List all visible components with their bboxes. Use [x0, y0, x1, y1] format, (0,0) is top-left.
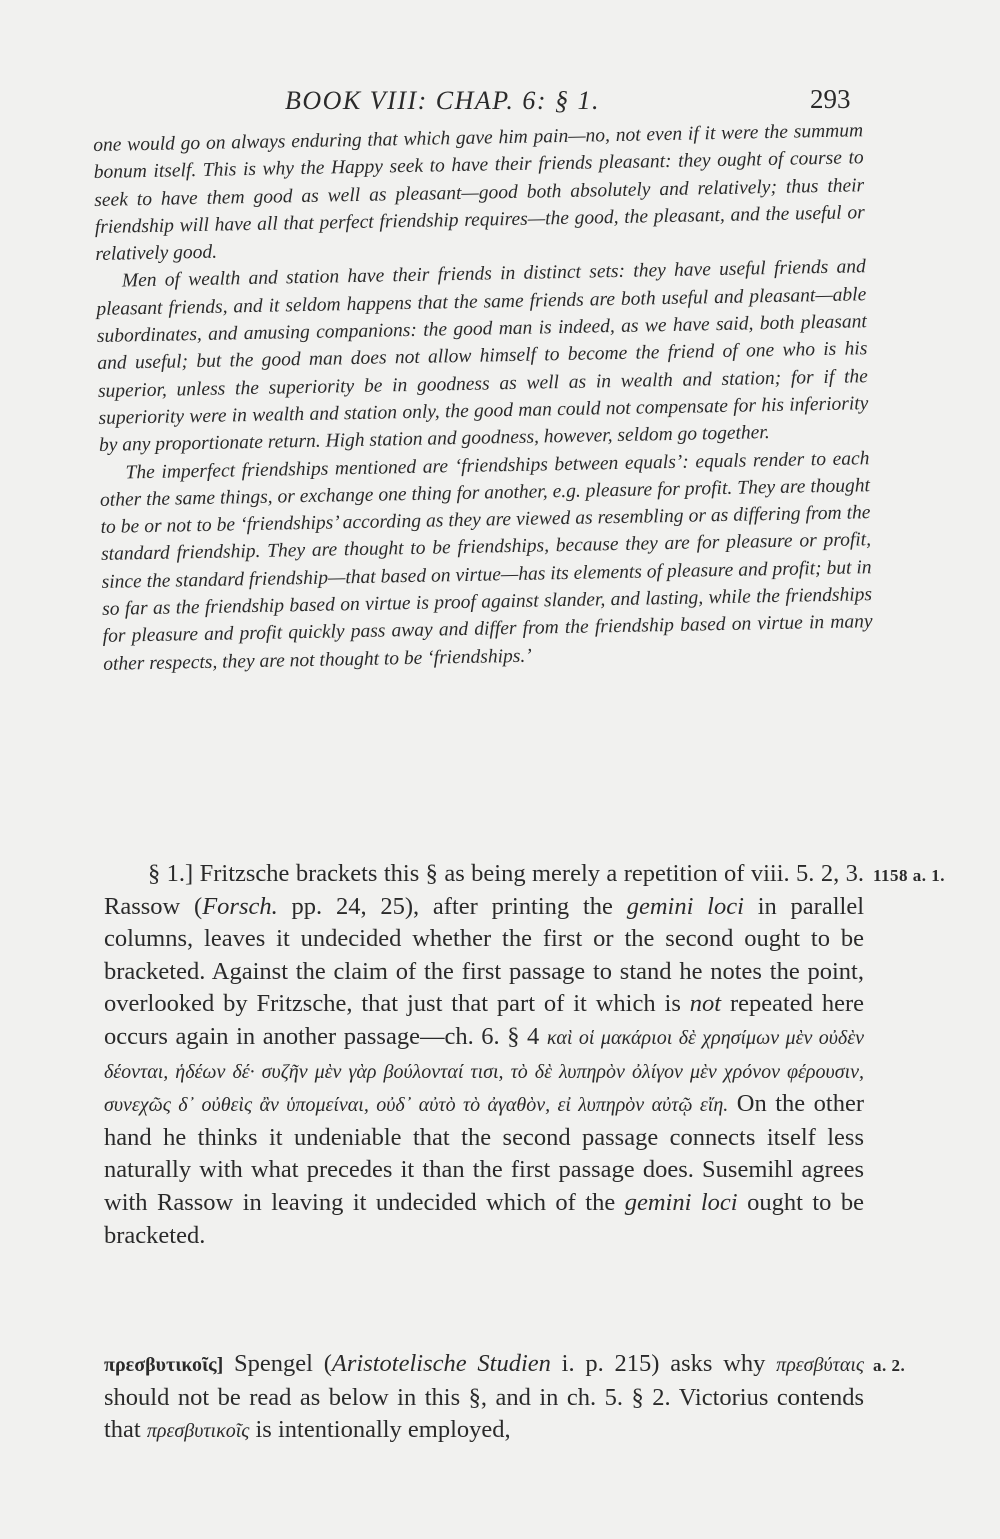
- margin-reference-a2: a. 2.: [873, 1356, 906, 1375]
- commentary-note-1: [104, 858, 864, 1252]
- note-text: should not be read as below in this §, and in ch. 5. § 2. Victorius contends that: [104, 1383, 864, 1444]
- translation-paragraph-3: The imperfect friendships mentioned are ‘friendships between equals’: equals render to each other the same things, or exchange one thing for another, e.g. pleasure for profit. They are thought to be or not to be ‘friendships’ according as they are viewed as resembling or as differing from the standard friendship. They are thought to be friendships, because they are for pleasure or profit, since the standard friendship—that based on virtue—has its elements of pleasure and profit; but in so far as the friendship based on virtue is proof against slander, and lasting, while the friendships for pleasure and profit quickly pass away and differ from the friendship based on virtue in many other respects, they are not thought to be ‘friendships.’: [99, 447, 873, 675]
- margin-reference-1158a1: 1158 a. 1.: [873, 866, 946, 885]
- note-text: in parallel columns, leaves it undecided whether the first or the second ought to be bracketed. Against the claim of the first passage to stand he notes the point, overlooked by Fritzsche, that just that part of it which is: [104, 892, 865, 1018]
- greek-word: πρεσβυτικοῖς: [146, 1420, 250, 1443]
- page-header: [0, 78, 1000, 118]
- work-title: Aristotelische Studien: [331, 1350, 551, 1377]
- note-text: i. p. 215) asks why: [550, 1350, 777, 1377]
- greek-lemma: πρεσβυτικοῖς]: [104, 1354, 224, 1376]
- note-text: Spengel (: [223, 1350, 332, 1377]
- latin-term: gemini loci: [626, 892, 744, 920]
- note-text: ought to be bracketed.: [104, 1188, 864, 1249]
- translation-paragraph-2: Men of wealth and station have their friends in distinct sets: they have useful friends and pleasant friends, and it seldom happens that the same friends are both useful and pleasant—able subordinates, and amusing companions: the good man is indeed, as we have said, both pleasant and useful; but the good man does not allow himself to become the friend of one who is his superior, unless the superiority be in goodness as well as in wealth and station; for if the superiority were in wealth and station only, the good man could not compensate for his inferiority by any proportionate return. High station and goodness, however, seldom go together.: [96, 256, 869, 457]
- note-text: repeated here occurs again in another passage—ch. 6. § 4: [104, 990, 864, 1050]
- note-text: pp. 24, 25), after printing the: [277, 892, 627, 920]
- commentary-note-2: [104, 1348, 864, 1448]
- work-title: Forsch.: [202, 892, 278, 920]
- note-1-text: [104, 858, 864, 1252]
- note-2-text: [104, 1348, 864, 1448]
- running-head: BOOK VIII: CHAP. 6: § 1.: [285, 86, 600, 115]
- translation-paragraph-1: one would go on always enduring that which gave him pain—no, not even if it were the summum bonum itself. This is why the Happy seek to have their friends pleasant: they ought of course to seek to have them good as well as pleasant—good both absolutely and relatively; thus their friendship will have all that perfect friendship requires—the good, the pleasant, and the useful or relatively good.: [93, 120, 865, 266]
- note-text: is intentionally employed,: [249, 1416, 511, 1444]
- latin-term: gemini loci: [624, 1188, 738, 1216]
- emphasis: not: [689, 990, 722, 1018]
- note-text: § 1.] Fritzsche brackets this § as being merely a repetition of viii. 5. 2, 3. Rassow (: [104, 860, 864, 920]
- page-number: 293: [810, 84, 851, 114]
- note-text: On the other hand he thinks it undeniable that the second passage connects itself less naturally with what precedes it than the first passage does. Susemihl agrees with Rassow in leaving it undecided which of the: [104, 1090, 864, 1216]
- greek-word: πρεσβύταις: [776, 1354, 865, 1376]
- greek-quotation: καὶ οἱ μακάριοι δὲ χρησίμων μὲν οὐδὲν δέονται, ἡδέων δέ· συζῆν μὲν γὰρ βούλονταί τισι, τὸ δὲ λυπηρὸν ὀλίγον μὲν χρόνον φέρουσιν, συνεχῶς δ᾽ οὐθεὶς ἂν ὑπομείναι, οὐδ᾽ αὐτὸ τὸ ἀγαθὸν, εἰ λυπηρὸν αὐτῷ εἴη.: [104, 1026, 864, 1117]
- translation-block: [93, 117, 873, 678]
